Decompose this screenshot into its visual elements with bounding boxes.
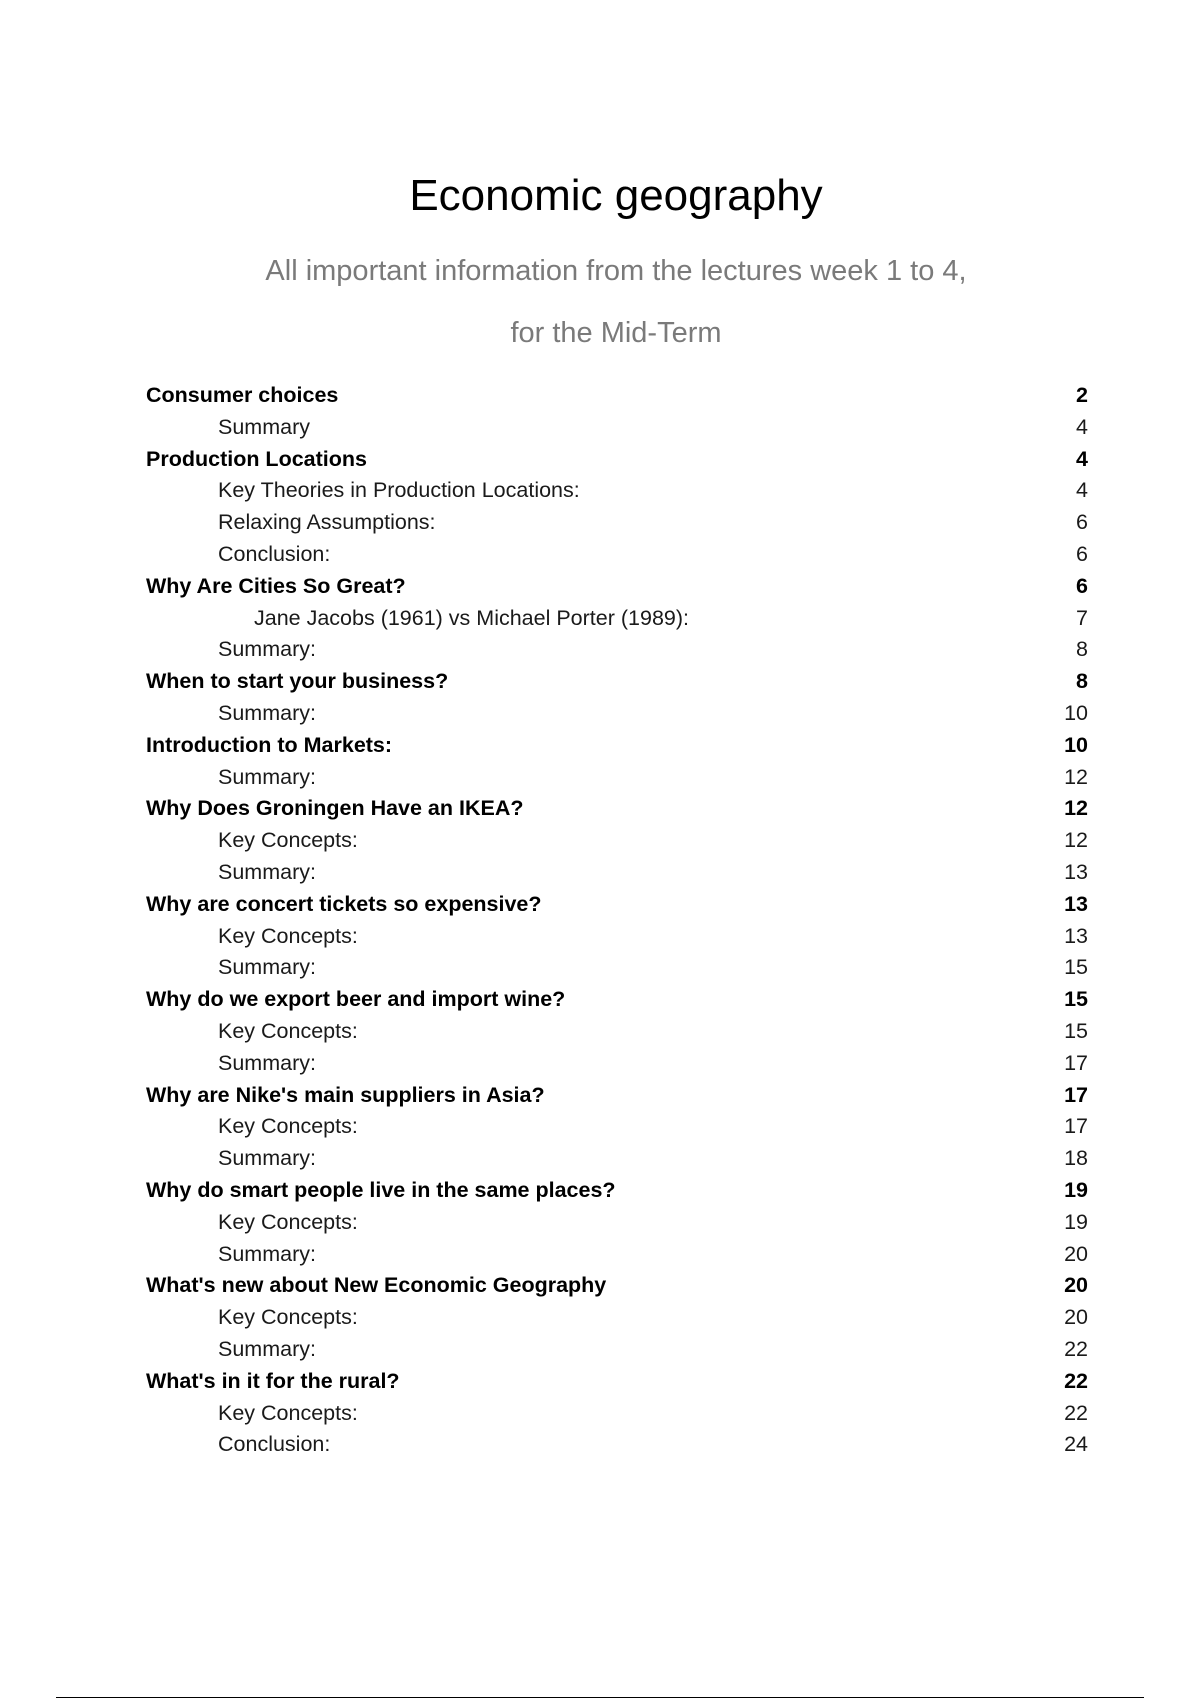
toc-heading-entry[interactable] — [146, 984, 1088, 1016]
toc-entry-title[interactable]: Relaxing Assumptions: — [218, 510, 436, 535]
toc-entry-title[interactable]: Why are Nike's main suppliers in Asia? — [146, 1082, 545, 1107]
toc-subheading-entry[interactable] — [146, 1429, 1088, 1461]
toc-entry-title[interactable]: Summary: — [218, 764, 316, 789]
document-title: Economic geography — [409, 171, 823, 220]
toc-heading-entry[interactable] — [146, 1270, 1088, 1302]
toc-entry-page-number[interactable]: 20 — [1064, 1273, 1088, 1298]
toc-entry-title[interactable]: Production Locations — [146, 446, 367, 471]
toc-entry-title[interactable]: Key Concepts: — [218, 1209, 358, 1234]
toc-entry-page-number[interactable]: 7 — [1076, 605, 1088, 630]
toc-subheading-entry[interactable] — [146, 1143, 1088, 1175]
toc-subheading-entry[interactable] — [146, 412, 1088, 444]
toc-entry-title[interactable]: Summary: — [218, 1241, 316, 1266]
toc-entry-page-number[interactable]: 24 — [1064, 1432, 1088, 1457]
toc-entry-page-number[interactable]: 13 — [1064, 891, 1088, 916]
toc-entry-title[interactable]: Summary: — [218, 700, 316, 725]
toc-entry-title[interactable]: Summary: — [218, 1336, 316, 1361]
toc-heading-entry[interactable] — [146, 889, 1088, 921]
toc-entry-title[interactable]: Key Concepts: — [218, 1305, 358, 1330]
toc-entry-page-number[interactable]: 12 — [1064, 828, 1088, 853]
toc-subheading-entry[interactable] — [146, 1016, 1088, 1048]
toc-entry-title[interactable]: What's new about New Economic Geography — [146, 1273, 607, 1298]
toc-subheading-entry[interactable] — [146, 952, 1088, 984]
toc-entry-page-number[interactable]: 22 — [1064, 1400, 1088, 1425]
toc-heading-entry[interactable] — [146, 1080, 1088, 1112]
toc-subheading-entry[interactable] — [146, 825, 1088, 857]
toc-entry-page-number[interactable]: 19 — [1064, 1209, 1088, 1234]
toc-entry-page-number[interactable]: 15 — [1064, 955, 1088, 980]
toc-entry-title[interactable]: Consumer choices — [146, 383, 339, 407]
toc-entry-title[interactable]: Summary: — [218, 859, 316, 884]
toc-entry-page-number[interactable]: 17 — [1064, 1050, 1088, 1075]
toc-entry-title[interactable]: Summary: — [218, 1050, 316, 1075]
toc-entry-title[interactable]: Jane Jacobs (1961) vs Michael Porter (1989): — [254, 605, 689, 630]
toc-entry-page-number[interactable]: 20 — [1064, 1305, 1088, 1330]
toc-entry-title[interactable]: Conclusion: — [218, 541, 331, 566]
toc-entry-title[interactable]: Why Does Groningen Have an IKEA? — [146, 796, 524, 821]
toc-heading-entry[interactable] — [146, 730, 1088, 762]
toc-entry-title[interactable]: Key Theories in Production Locations: — [218, 478, 580, 503]
toc-subheading-entry[interactable] — [146, 603, 1088, 635]
toc-entry-title[interactable]: Summary: — [218, 1146, 316, 1171]
toc-entry-page-number[interactable]: 6 — [1076, 573, 1088, 598]
toc-entry-page-number[interactable]: 6 — [1076, 541, 1088, 566]
toc-subheading-entry[interactable] — [146, 1048, 1088, 1080]
toc-entry-title[interactable]: Why do smart people live in the same places? — [146, 1177, 616, 1202]
toc-heading-entry[interactable] — [146, 666, 1088, 698]
toc-subheading-entry[interactable] — [146, 634, 1088, 666]
toc-subheading-entry[interactable] — [146, 1207, 1088, 1239]
toc-entry-page-number[interactable]: 17 — [1064, 1082, 1088, 1107]
toc-entry-page-number[interactable]: 18 — [1064, 1146, 1088, 1171]
toc-entry-page-number[interactable]: 4 — [1076, 446, 1088, 471]
toc-entry-page-number[interactable]: 20 — [1064, 1241, 1088, 1266]
toc-entry-page-number[interactable]: 17 — [1064, 1114, 1088, 1139]
toc-subheading-entry[interactable] — [146, 857, 1088, 889]
toc-entry-page-number[interactable]: 13 — [1064, 859, 1088, 884]
toc-entry-page-number[interactable]: 4 — [1076, 414, 1088, 439]
toc-entry-title[interactable]: Summary — [218, 414, 310, 439]
toc-entry-title[interactable]: Summary: — [218, 637, 316, 662]
toc-entry-title[interactable]: What's in it for the rural? — [146, 1368, 400, 1393]
toc-subheading-entry[interactable] — [146, 698, 1088, 730]
toc-entry-page-number[interactable]: 13 — [1064, 923, 1088, 948]
toc-subheading-entry[interactable] — [146, 1111, 1088, 1143]
toc-entry-page-number[interactable]: 4 — [1076, 478, 1088, 503]
toc-entry-page-number[interactable]: 8 — [1076, 637, 1088, 662]
toc-entry-title[interactable]: Key Concepts: — [218, 1018, 358, 1043]
toc-heading-entry[interactable] — [146, 793, 1088, 825]
toc-entry-page-number[interactable]: 19 — [1064, 1177, 1088, 1202]
toc-entry-page-number[interactable]: 12 — [1064, 764, 1088, 789]
toc-subheading-entry[interactable] — [146, 762, 1088, 794]
toc-subheading-entry[interactable] — [146, 507, 1088, 539]
toc-entry-page-number[interactable]: 6 — [1076, 510, 1088, 535]
toc-heading-entry[interactable] — [146, 380, 1088, 412]
table-of-contents — [146, 380, 1088, 1461]
toc-subheading-entry[interactable] — [146, 475, 1088, 507]
toc-entry-page-number[interactable]: 22 — [1064, 1336, 1088, 1361]
document-subtitle-line-1: All important information from the lectures week 1 to 4, — [265, 255, 967, 287]
toc-subheading-entry[interactable] — [146, 539, 1088, 571]
toc-entry-title[interactable]: Why do we export beer and import wine? — [146, 987, 566, 1012]
toc-heading-entry[interactable] — [146, 1366, 1088, 1398]
toc-entry-title[interactable]: Key Concepts: — [218, 1114, 358, 1139]
toc-heading-entry[interactable] — [146, 571, 1088, 603]
toc-entry-title[interactable]: Key Concepts: — [218, 828, 358, 853]
toc-subheading-entry[interactable] — [146, 921, 1088, 953]
toc-entry-title[interactable]: Key Concepts: — [218, 1400, 358, 1425]
toc-entry-page-number[interactable]: 8 — [1076, 669, 1088, 694]
toc-entry-page-number[interactable]: 10 — [1064, 732, 1088, 757]
toc-entry-page-number[interactable]: 15 — [1064, 987, 1088, 1012]
toc-entry-title[interactable]: Key Concepts: — [218, 923, 358, 948]
toc-subheading-entry[interactable] — [146, 1334, 1088, 1366]
toc-entry-title[interactable]: Why are concert tickets so expensive? — [146, 891, 542, 916]
toc-entry-page-number[interactable]: 15 — [1064, 1018, 1088, 1043]
toc-entry-title[interactable]: Summary: — [218, 955, 316, 980]
toc-entry-page-number[interactable]: 22 — [1064, 1368, 1088, 1393]
toc-entry-title[interactable]: Why Are Cities So Great? — [146, 573, 406, 598]
toc-entry-page-number[interactable]: 2 — [1076, 383, 1088, 407]
document-subtitle-line-2: for the Mid-Term — [510, 317, 722, 349]
toc-entry-page-number[interactable]: 12 — [1064, 796, 1088, 821]
toc-heading-entry[interactable] — [146, 1175, 1088, 1207]
toc-entry-title[interactable]: When to start your business? — [146, 669, 449, 694]
toc-entry-title[interactable]: Conclusion: — [218, 1432, 331, 1457]
toc-heading-entry[interactable] — [146, 444, 1088, 476]
page-bottom-rule — [56, 1697, 1144, 1698]
toc-subheading-entry[interactable] — [146, 1302, 1088, 1334]
toc-entry-page-number[interactable]: 10 — [1064, 700, 1088, 725]
toc-subheading-entry[interactable] — [146, 1398, 1088, 1430]
toc-subheading-entry[interactable] — [146, 1239, 1088, 1271]
toc-entry-title[interactable]: Introduction to Markets: — [146, 732, 393, 757]
